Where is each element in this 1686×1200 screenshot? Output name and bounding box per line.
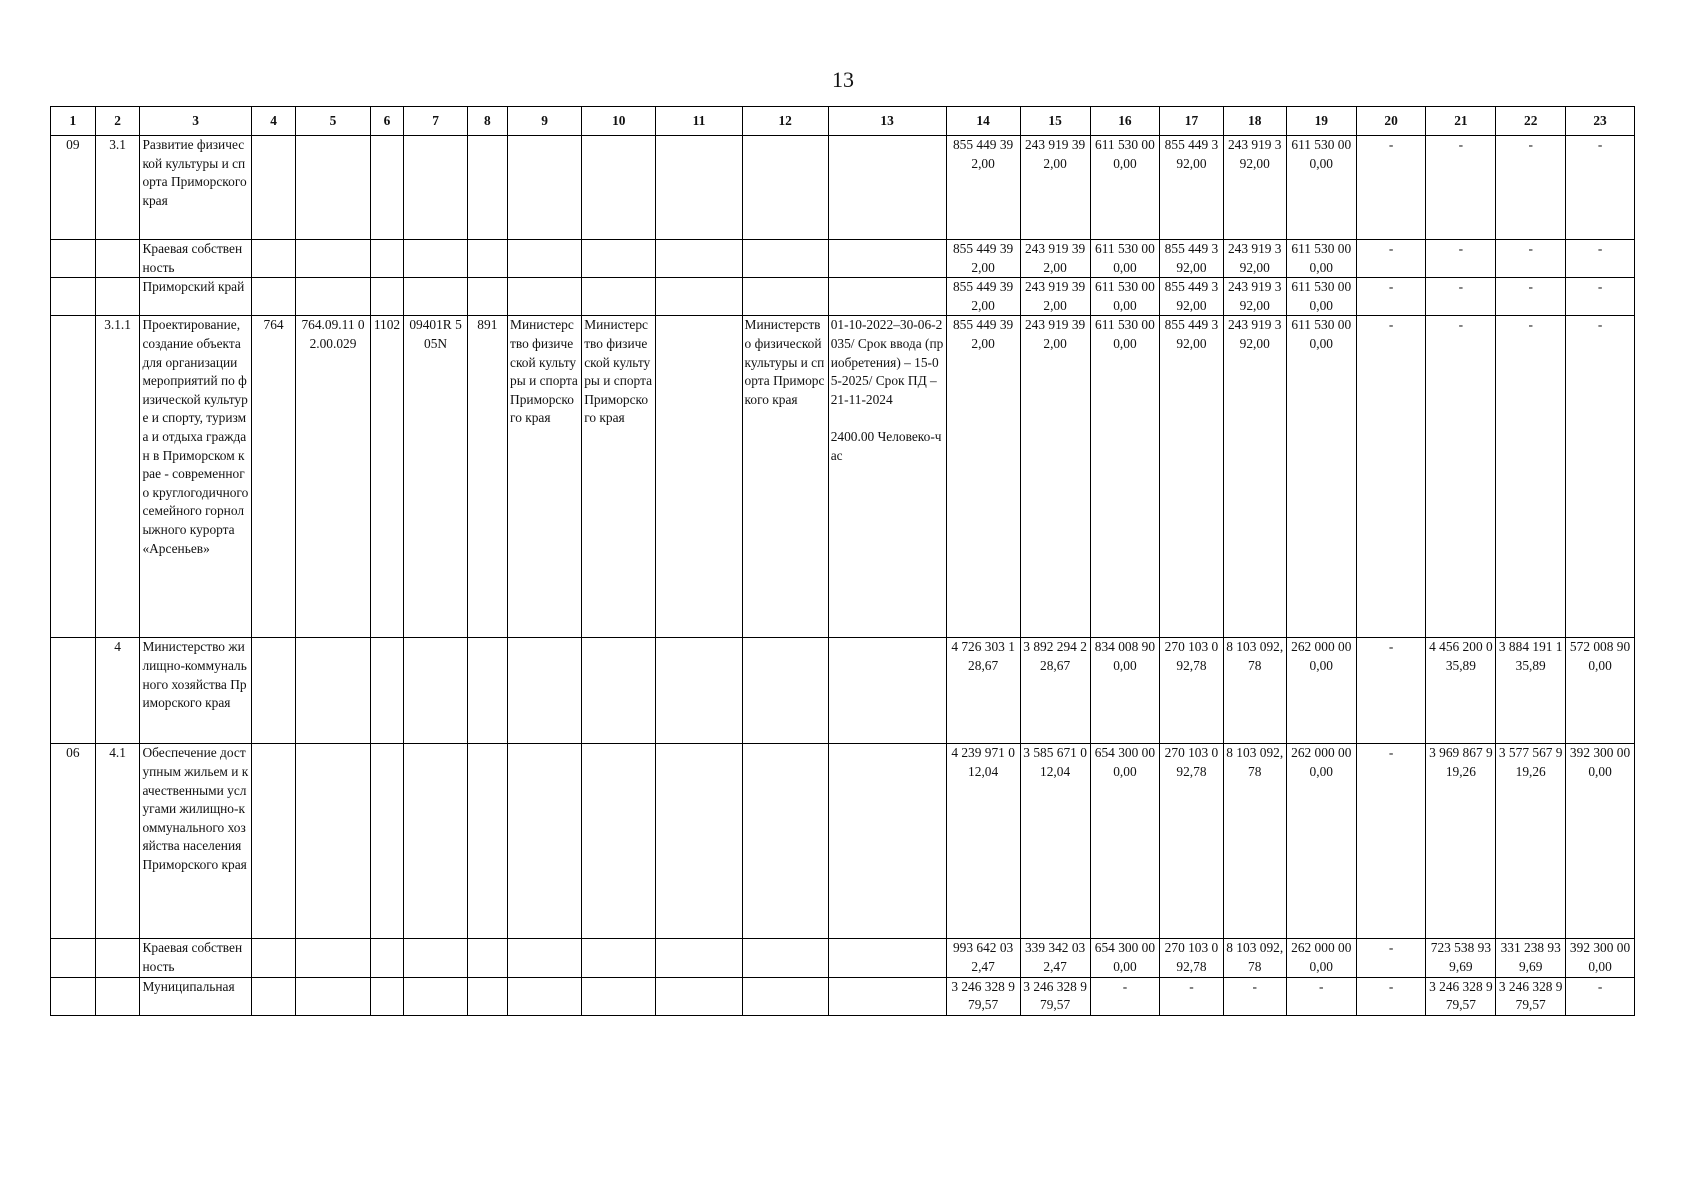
table-cell: 855 449 392,00	[946, 136, 1020, 240]
table-cell	[296, 744, 370, 939]
table-cell: -	[1356, 240, 1426, 278]
table-cell: -	[1426, 316, 1496, 638]
table-cell: 262 000 000,00	[1286, 939, 1356, 977]
table-cell	[742, 240, 828, 278]
table-cell	[828, 977, 946, 1015]
table-cell	[582, 638, 656, 744]
table-cell: -	[1496, 240, 1566, 278]
table-cell	[404, 136, 467, 240]
table-row	[51, 977, 1635, 1015]
table-cell: 654 300 000,00	[1090, 744, 1160, 939]
table-row	[51, 316, 1635, 638]
table-cell	[656, 977, 742, 1015]
table-cell	[251, 240, 296, 278]
table-cell: 262 000 000,00	[1286, 638, 1356, 744]
table-cell	[51, 977, 96, 1015]
table-cell: Проектирование, создание объекта для организации мероприятий по физической культуре и спорту, туризма и отдыха граждан в Приморском крае - современного круглогодичного семейного горнолыжного курорта «Арсеньев»	[140, 316, 251, 638]
table-cell	[467, 638, 507, 744]
table-cell	[742, 136, 828, 240]
column-header: 2	[95, 107, 140, 136]
table-cell	[467, 240, 507, 278]
table-cell: 654 300 000,00	[1090, 939, 1160, 977]
table-cell: -	[1426, 240, 1496, 278]
table-cell: -	[1496, 278, 1566, 316]
table-row	[51, 744, 1635, 939]
table-cell	[742, 939, 828, 977]
table-cell	[95, 278, 140, 316]
table-cell: 270 103 092,78	[1160, 939, 1223, 977]
table-cell: -	[1566, 136, 1635, 240]
table-cell: 4.1	[95, 744, 140, 939]
table-cell: Приморский край	[140, 278, 251, 316]
column-header: 16	[1090, 107, 1160, 136]
table-cell	[51, 939, 96, 977]
table-cell	[370, 744, 404, 939]
table-cell	[582, 136, 656, 240]
table-cell: 3 246 328 979,57	[1020, 977, 1090, 1015]
table-cell	[404, 744, 467, 939]
table-cell	[370, 638, 404, 744]
table-cell	[742, 744, 828, 939]
table-cell: 3 969 867 919,26	[1426, 744, 1496, 939]
table-cell: -	[1090, 977, 1160, 1015]
table-cell	[656, 136, 742, 240]
table-cell: 3 246 328 979,57	[946, 977, 1020, 1015]
table-cell	[51, 240, 96, 278]
table-cell	[467, 136, 507, 240]
table-cell	[742, 278, 828, 316]
table-cell: -	[1356, 638, 1426, 744]
table-cell	[404, 278, 467, 316]
table-cell	[404, 977, 467, 1015]
table-cell: 243 919 392,00	[1223, 316, 1286, 638]
table-cell	[370, 136, 404, 240]
table-header-row	[51, 107, 1635, 136]
table-cell: Развитие физической культуры и спорта Приморского края	[140, 136, 251, 240]
table-cell: 392 300 000,00	[1566, 744, 1635, 939]
table-cell: 3 577 567 919,26	[1496, 744, 1566, 939]
table-cell	[656, 744, 742, 939]
table-cell: -	[1566, 240, 1635, 278]
table-cell	[828, 278, 946, 316]
table-row	[51, 240, 1635, 278]
table-cell: -	[1356, 939, 1426, 977]
table-cell	[51, 316, 96, 638]
column-header: 13	[828, 107, 946, 136]
table-cell: 572 008 900,00	[1566, 638, 1635, 744]
table-cell	[51, 278, 96, 316]
table-row	[51, 278, 1635, 316]
table-cell	[656, 240, 742, 278]
table-cell	[404, 939, 467, 977]
table-cell: 8 103 092,78	[1223, 744, 1286, 939]
column-header: 5	[296, 107, 370, 136]
table-cell: 243 919 392,00	[1020, 278, 1090, 316]
table-cell	[828, 136, 946, 240]
table-cell: 243 919 392,00	[1223, 278, 1286, 316]
column-header: 20	[1356, 107, 1426, 136]
table-cell	[828, 744, 946, 939]
table-cell: 855 449 392,00	[946, 316, 1020, 638]
table-cell: 855 449 392,00	[1160, 316, 1223, 638]
table-cell: 3 246 328 979,57	[1496, 977, 1566, 1015]
table-cell: 270 103 092,78	[1160, 744, 1223, 939]
table-cell: 855 449 392,00	[1160, 240, 1223, 278]
table-cell: 243 919 392,00	[1020, 240, 1090, 278]
table-cell: 8 103 092,78	[1223, 638, 1286, 744]
table-cell: 243 919 392,00	[1223, 240, 1286, 278]
column-header: 12	[742, 107, 828, 136]
table-cell	[656, 316, 742, 638]
column-header: 21	[1426, 107, 1496, 136]
table-cell	[296, 240, 370, 278]
page-number: 13	[832, 67, 854, 92]
column-header: 4	[251, 107, 296, 136]
column-header: 1	[51, 107, 96, 136]
column-header: 15	[1020, 107, 1090, 136]
table-cell	[467, 977, 507, 1015]
table-cell	[582, 744, 656, 939]
table-cell: -	[1496, 136, 1566, 240]
table-cell	[251, 278, 296, 316]
table-cell	[251, 744, 296, 939]
table-cell: 855 449 392,00	[1160, 278, 1223, 316]
table-cell	[508, 136, 582, 240]
table-row	[51, 136, 1635, 240]
table-cell: 891	[467, 316, 507, 638]
table-cell: 06	[51, 744, 96, 939]
table-cell: 243 919 392,00	[1020, 316, 1090, 638]
table-cell	[656, 278, 742, 316]
table-cell	[370, 977, 404, 1015]
column-header: 8	[467, 107, 507, 136]
table-cell	[582, 278, 656, 316]
table-cell: -	[1566, 278, 1635, 316]
column-header: 22	[1496, 107, 1566, 136]
table-cell: 3 246 328 979,57	[1426, 977, 1496, 1015]
table-cell: Министерство жилищно-коммунального хозяйства Приморского края	[140, 638, 251, 744]
table-cell	[251, 136, 296, 240]
table-cell: Министерство физической культуры и спорта Приморского края	[742, 316, 828, 638]
table-cell: -	[1356, 316, 1426, 638]
table-cell: 243 919 392,00	[1020, 136, 1090, 240]
table-cell	[370, 278, 404, 316]
table-cell	[742, 638, 828, 744]
table-cell: Краевая собственность	[140, 240, 251, 278]
table-cell: 1102	[370, 316, 404, 638]
table-cell	[508, 939, 582, 977]
table-cell	[508, 240, 582, 278]
table-cell	[95, 977, 140, 1015]
table-cell: Министерство физической культуры и спорта Приморского края	[582, 316, 656, 638]
table-cell	[828, 638, 946, 744]
table-cell	[404, 638, 467, 744]
column-header: 11	[656, 107, 742, 136]
table-cell	[582, 240, 656, 278]
table-cell: 392 300 000,00	[1566, 939, 1635, 977]
table-cell	[251, 977, 296, 1015]
table-cell: 262 000 000,00	[1286, 744, 1356, 939]
table-cell	[508, 977, 582, 1015]
table-row	[51, 638, 1635, 744]
table-cell	[467, 939, 507, 977]
table-cell: 3.1	[95, 136, 140, 240]
table-cell: 4 456 200 035,89	[1426, 638, 1496, 744]
table-cell	[582, 939, 656, 977]
table-cell	[51, 638, 96, 744]
table-cell: 4 726 303 128,67	[946, 638, 1020, 744]
data-table	[50, 106, 1635, 1016]
table-cell: 3 892 294 228,67	[1020, 638, 1090, 744]
column-header: 6	[370, 107, 404, 136]
table-cell: -	[1356, 977, 1426, 1015]
table-cell: 764	[251, 316, 296, 638]
table-cell: 993 642 032,47	[946, 939, 1020, 977]
table-cell	[656, 939, 742, 977]
table-cell: 764.09.11 02.00.029	[296, 316, 370, 638]
table-cell: 834 008 900,00	[1090, 638, 1160, 744]
table-cell: -	[1356, 136, 1426, 240]
column-header: 18	[1223, 107, 1286, 136]
column-header: 3	[140, 107, 251, 136]
column-header: 7	[404, 107, 467, 136]
table-cell	[296, 278, 370, 316]
table-cell	[404, 240, 467, 278]
column-header: 23	[1566, 107, 1635, 136]
table-cell	[467, 278, 507, 316]
table-cell: -	[1426, 136, 1496, 240]
column-header: 19	[1286, 107, 1356, 136]
table-cell: -	[1160, 977, 1223, 1015]
table-cell: Краевая собственность	[140, 939, 251, 977]
table-cell: -	[1356, 744, 1426, 939]
table-cell	[95, 240, 140, 278]
table-cell: 339 342 032,47	[1020, 939, 1090, 977]
table-cell	[296, 638, 370, 744]
table-cell: 611 530 000,00	[1090, 136, 1160, 240]
table-cell: 611 530 000,00	[1090, 240, 1160, 278]
table-cell	[296, 977, 370, 1015]
table-cell	[296, 136, 370, 240]
table-cell	[251, 939, 296, 977]
table-cell	[656, 638, 742, 744]
table-cell: 331 238 939,69	[1496, 939, 1566, 977]
table-cell: Муниципальная	[140, 977, 251, 1015]
table-cell: 611 530 000,00	[1286, 316, 1356, 638]
table-cell	[370, 939, 404, 977]
table-cell: Министерство физической культуры и спорта Приморского края	[508, 316, 582, 638]
table-cell	[582, 977, 656, 1015]
table-cell: -	[1223, 977, 1286, 1015]
table-cell: 01-10-2022–30-06-2035/ Срок ввода (приобретения) – 15-05-2025/ Срок ПД – 21-11-2024 2400.00 Человеко-час	[828, 316, 946, 638]
table-cell	[467, 744, 507, 939]
table-cell: 611 530 000,00	[1286, 136, 1356, 240]
column-header: 9	[508, 107, 582, 136]
table-cell: 3 585 671 012,04	[1020, 744, 1090, 939]
table-cell: -	[1356, 278, 1426, 316]
table-cell	[370, 240, 404, 278]
table-row	[51, 939, 1635, 977]
table-cell: 3.1.1	[95, 316, 140, 638]
table-cell: 8 103 092,78	[1223, 939, 1286, 977]
column-header: 17	[1160, 107, 1223, 136]
table-cell: -	[1566, 977, 1635, 1015]
table-cell: 855 449 392,00	[946, 278, 1020, 316]
table-cell	[508, 744, 582, 939]
table-cell	[828, 240, 946, 278]
table-cell: 611 530 000,00	[1286, 278, 1356, 316]
table-cell: -	[1426, 278, 1496, 316]
table-cell	[742, 977, 828, 1015]
table-cell	[296, 939, 370, 977]
table-cell: 4 239 971 012,04	[946, 744, 1020, 939]
table-cell: Обеспечение доступным жильем и качественными услугами жилищно-коммунального хозяйства населения Приморского края	[140, 744, 251, 939]
table-cell: 243 919 392,00	[1223, 136, 1286, 240]
table-cell	[508, 278, 582, 316]
table-cell: -	[1496, 316, 1566, 638]
table-cell: 3 884 191 135,89	[1496, 638, 1566, 744]
table-cell: 611 530 000,00	[1090, 278, 1160, 316]
table-cell: 855 449 392,00	[946, 240, 1020, 278]
table-cell: 611 530 000,00	[1090, 316, 1160, 638]
table-cell: 270 103 092,78	[1160, 638, 1223, 744]
table-cell: 09401R 505N	[404, 316, 467, 638]
table-cell: -	[1286, 977, 1356, 1015]
column-header: 14	[946, 107, 1020, 136]
table-cell	[508, 638, 582, 744]
table-cell: 723 538 939,69	[1426, 939, 1496, 977]
table-cell: 4	[95, 638, 140, 744]
column-header: 10	[582, 107, 656, 136]
table-cell	[95, 939, 140, 977]
table-cell: -	[1566, 316, 1635, 638]
table-cell	[251, 638, 296, 744]
table-cell: 855 449 392,00	[1160, 136, 1223, 240]
table-cell: 611 530 000,00	[1286, 240, 1356, 278]
table-cell: 09	[51, 136, 96, 240]
table-cell	[828, 939, 946, 977]
